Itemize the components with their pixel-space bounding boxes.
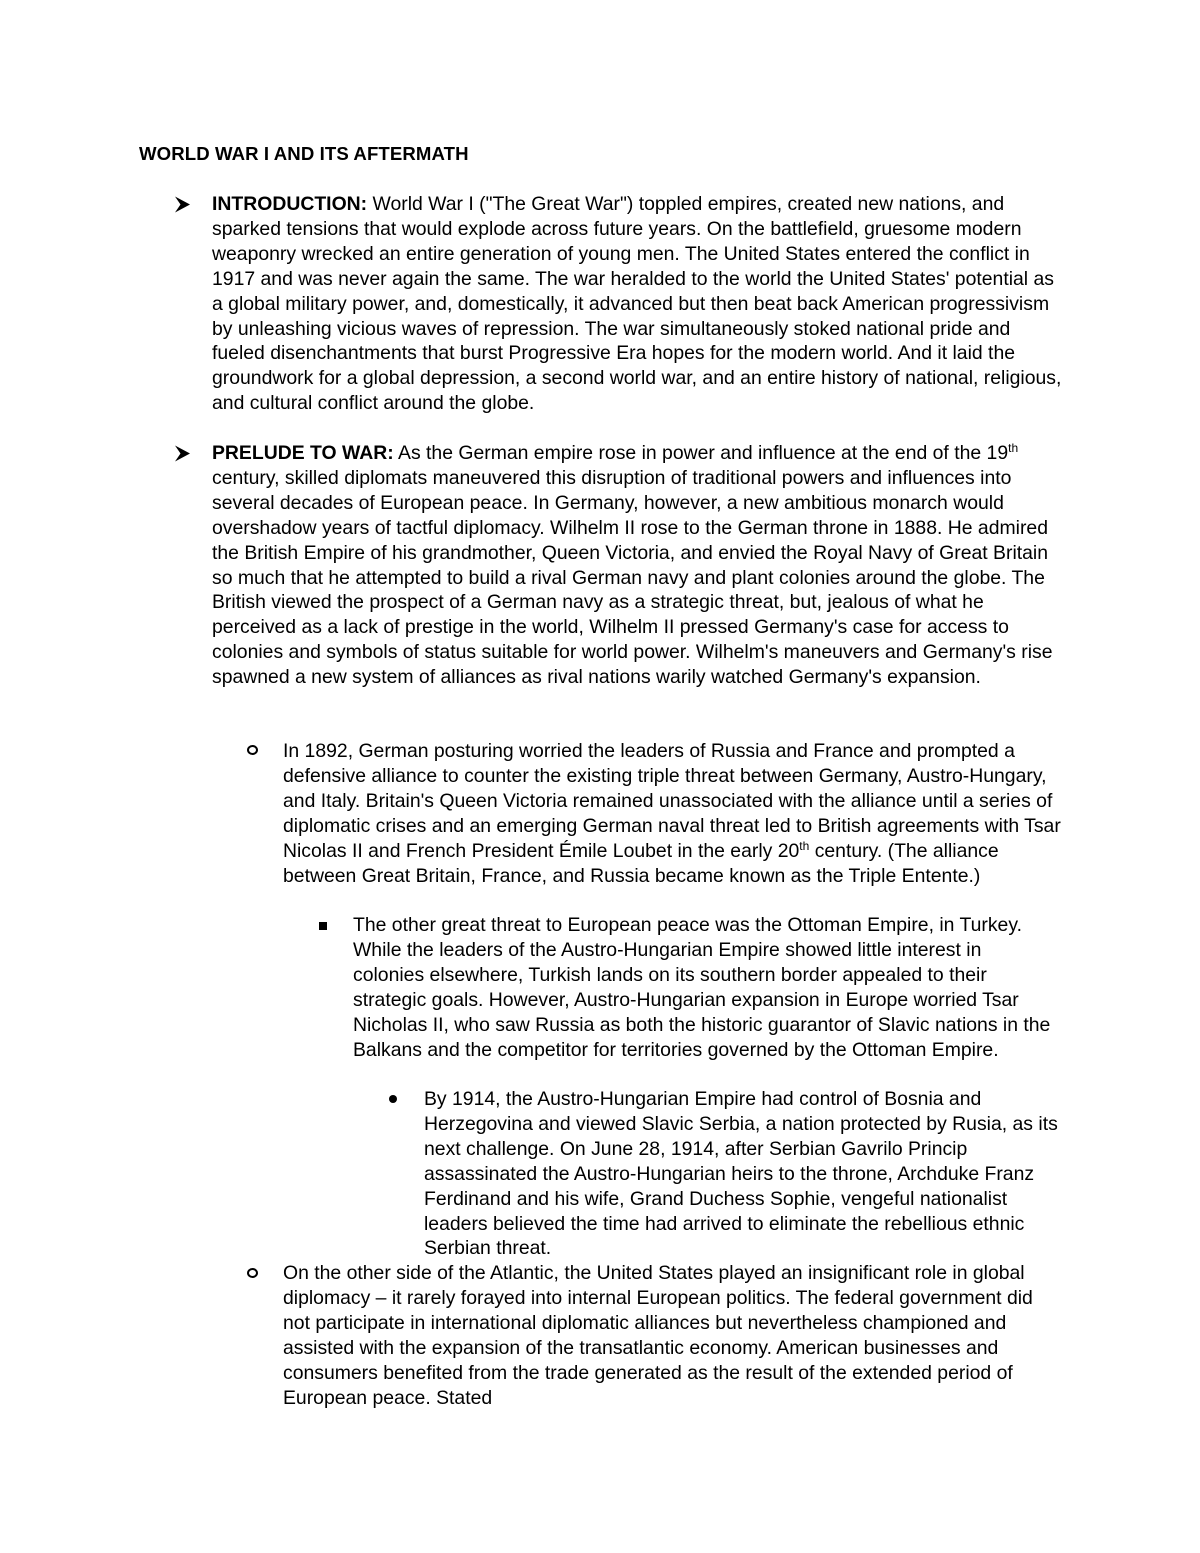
document-title: WORLD WAR I AND ITS AFTERMATH: [139, 143, 469, 164]
alliances-text-a: In 1892, German posturing worried the leaders of Russia and France and prompted a defensive alliance to counter the existing triple threat between Germany, Austro-Hungary, and Italy. Britain's Queen Victoria remained unassociated with the alliance until a series of diplomatic crises and an emerging German naval threat led to British agreements with Tsar Nicolas II and French President Émile Loubet in the early 20: [283, 740, 1061, 862]
prelude-text-a: As the German empire rose in power and influence at the end of the 19: [393, 442, 1009, 464]
atlantic-text: On the other side of the Atlantic, the United States played an insignificant role in global diplomacy – it rarely forayed into internal European politics. The federal government did not participate in international diplomatic alliances but nevertheless championed and assisted with the expansion of the transatlantic economy. American businesses and consumers benefited from the trade generated as the result of the extended period of European peace. Stated: [283, 1262, 1033, 1409]
introduction-paragraph: [212, 192, 1062, 416]
introduction-text: World War I ("The Great War") toppled empires, created new nations, and sparked tensions that would explode across future years. On the battlefield, gruesome modern weaponry wrecked an entire generation of young men. The United States entered the conflict in 1917 and was never again the same. The war heralded to the world the United States' potential as a global military power, and, domestically, it advanced but then beat back American progressivism by unleashing vicious waves of repression. The war simultaneously stoked national pride and fueled disenchantments that burst Progressive Era hopes for the modern world. And it laid the groundwork for a global depression, a second world war, and an entire history of national, religious, and cultural conflict around the globe.: [212, 193, 1062, 415]
circle-bullet-icon: [247, 745, 258, 755]
dot-bullet-icon: [389, 1095, 397, 1103]
prelude-heading: PRELUDE TO WAR:: [212, 442, 394, 464]
circle-bullet-icon: [247, 1268, 258, 1278]
alliances-paragraph: [283, 739, 1063, 888]
atlantic-paragraph: [283, 1261, 1063, 1410]
ottoman-paragraph: [353, 913, 1053, 1062]
arrow-bullet-icon: [174, 196, 191, 213]
introduction-heading: INTRODUCTION:: [212, 193, 368, 215]
alliances-superscript: th: [799, 838, 810, 853]
prelude-paragraph: [212, 441, 1062, 690]
arrow-bullet-icon: [174, 445, 191, 462]
square-bullet-icon: [319, 922, 327, 930]
alliances-text-b: century. (The alliance between Great Britain, France, and Russia became known as the Triple Entente.): [283, 839, 999, 887]
prelude-text-b: century, skilled diplomats maneuvered this disruption of traditional powers and influences into several decades of European peace. In Germany, however, a new ambitious monarch would overshadow years of tactful diplomacy. Wilhelm II rose to the German throne in 1888. He admired the British Empire of his grandmother, Queen Victoria, and envied the Royal Navy of Great Britain so much that he attempted to build a rival German navy and plant colonies around the globe. The British viewed the prospect of a German navy as a strategic threat, but, jealous of what he perceived as a lack of prestige in the world, Wilhelm II pressed Germany's case for access to colonies and symbols of status suitable for world power. Wilhelm's maneuvers and Germany's rise spawned a new system of alliances as rival nations warily watched Germany's expansion.: [212, 466, 1053, 689]
ottoman-text: The other great threat to European peace was the Ottoman Empire, in Turkey. While the leaders of the Austro-Hungarian Empire showed little interest in colonies elsewhere, Turkish lands on its southern border appealed to their strategic goals. However, Austro-Hungarian expansion in Europe worried Tsar Nicholas II, who saw Russia as both the historic guarantor of Slavic nations in the Balkans and the competitor for territories governed by the Ottoman Empire.: [353, 914, 1051, 1061]
sarajevo-paragraph: [424, 1087, 1064, 1261]
prelude-superscript: th: [1008, 441, 1019, 455]
sarajevo-text: By 1914, the Austro-Hungarian Empire had control of Bosnia and Herzegovina and viewed Slavic Serbia, a nation protected by Rusia, as its next challenge. On June 28, 1914, after Serbian Gavrilo Princip assassinated the Austro-Hungarian heirs to the throne, Archduke Franz Ferdinand and his wife, Grand Duchess Sophie, vengeful nationalist leaders believed the time had arrived to eliminate the rebellious ethnic Serbian threat.: [424, 1088, 1058, 1260]
